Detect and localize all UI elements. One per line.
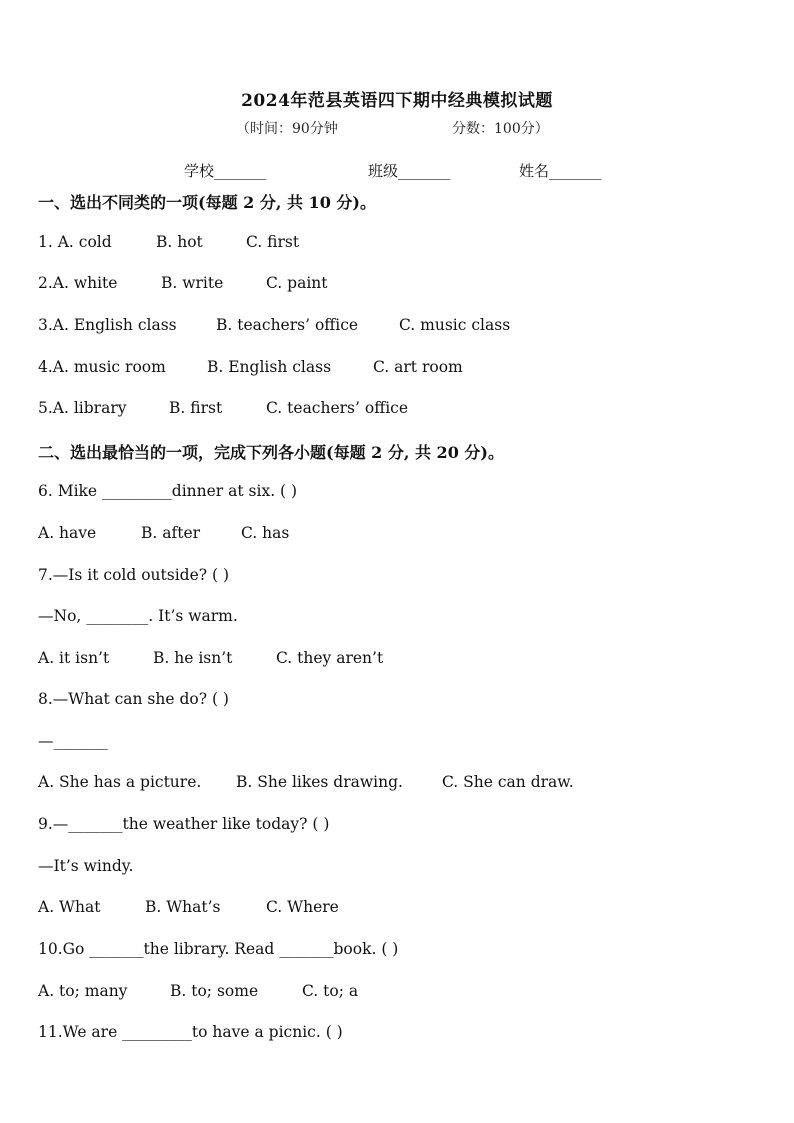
q1-option-b: B. hot [156,233,203,251]
q7-option-b: B. he isn’t [153,649,233,667]
exam-score: 分数：100分） [452,121,549,137]
q9-reply: —It’s windy. [38,857,134,875]
q6-option-a: A. have [38,524,97,542]
q8-option-a: A. She has a picture. [38,773,202,791]
q3-option-b: B. teachers’ office [216,316,359,334]
q9-option-b: B. What’s [145,898,221,916]
q10-option-b: B. to; some [170,982,259,1000]
q8-stem: 8.—What can she do? ( ) [38,690,229,708]
section-2-title: 二、选出最恰当的一项，完成下列各小题(每题 2 分, 共 20 分)。 [38,443,504,462]
q7-reply: —No, ________. It’s warm. [38,607,238,625]
q4-option-c: C. art room [373,358,463,376]
q1-option-c: C. first [246,233,300,251]
q4-option-a: 4.A. music room [38,358,166,376]
q8-option-c: C. She can draw. [442,773,574,791]
name-field: 姓名_______ [519,162,602,180]
q11-stem: 11.We are _________to have a picnic. ( ) [38,1023,343,1041]
q9-option-a: A. What [38,898,101,916]
q7-stem: 7.—Is it cold outside? ( ) [38,566,230,584]
page-title: 2024年范县英语四下期中经典模拟试题 [241,91,553,111]
q3-option-c: C. music class [399,316,511,334]
class-field: 班级_______ [368,162,451,180]
exam-time: （时间：90分钟 [236,121,338,137]
q10-stem: 10.Go _______the library. Read _______book. ( ) [38,940,399,958]
q4-option-b: B. English class [207,358,332,376]
q10-option-a: A. to; many [38,982,128,1000]
school-field: 学校_______ [184,162,267,180]
q2-option-b: B. write [161,274,224,292]
q8-reply: —_______ [38,732,108,750]
q10-option-c: C. to; a [302,982,359,1000]
q6-stem: 6. Mike _________dinner at six. ( ) [38,482,298,500]
q6-option-b: B. after [141,524,201,542]
q7-option-c: C. they aren’t [276,649,384,667]
q2-option-c: C. paint [266,274,328,292]
q5-option-b: B. first [169,399,223,417]
q2-option-a: 2.A. white [38,274,118,292]
q7-option-a: A. it isn’t [38,649,110,667]
section-1-title: 一、选出不同类的一项(每题 2 分, 共 10 分)。 [38,193,376,212]
q5-option-a: 5.A. library [38,399,127,417]
q5-option-c: C. teachers’ office [266,399,409,417]
q9-stem: 9.—_______the weather like today? ( ) [38,815,330,833]
q3-option-a: 3.A. English class [38,316,177,334]
q6-option-c: C. has [241,524,290,542]
q8-option-b: B. She likes drawing. [236,773,403,791]
q9-option-c: C. Where [266,898,339,916]
q1-option-a: 1. A. cold [38,233,112,251]
